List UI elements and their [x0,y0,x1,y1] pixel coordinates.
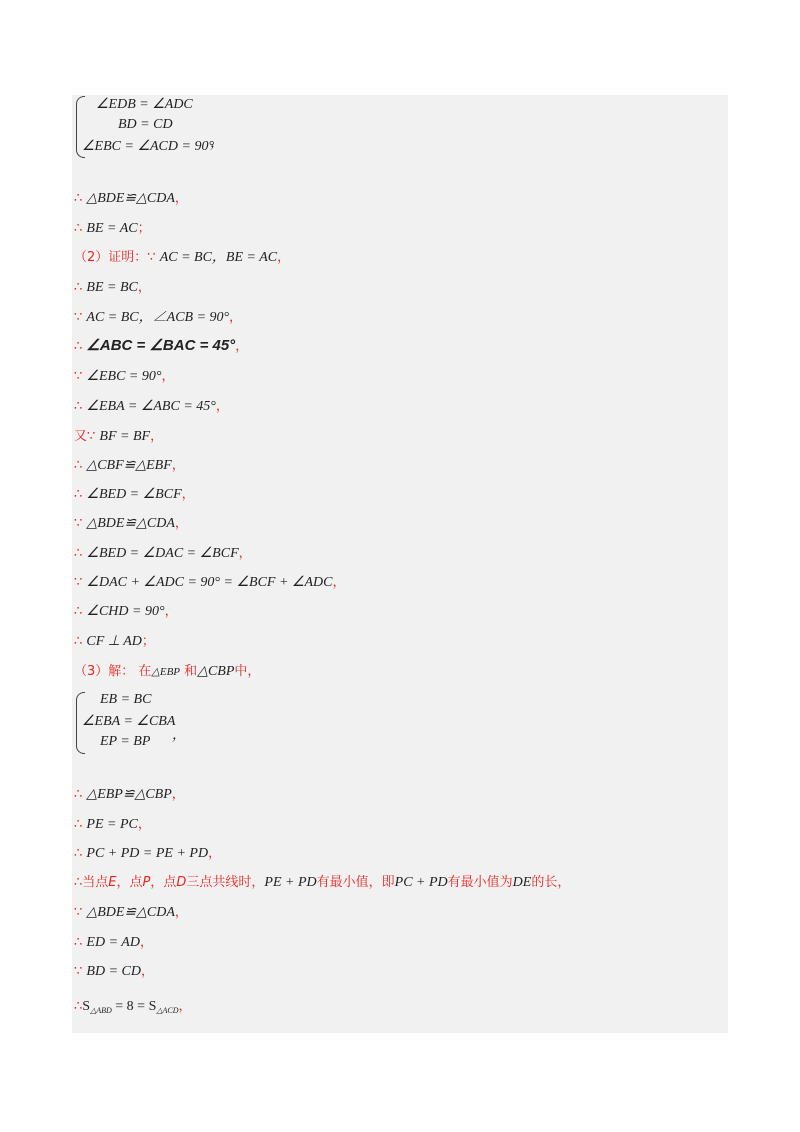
proof-line: ∴ ∠BED = ∠BCF， [74,486,195,502]
proof-line: ∵ △BDE≌△CDA， [74,904,188,920]
proof-line: ∴ PC + PD = PE + PD， [74,845,222,861]
proof-line: ∵ BD = CD， [74,963,154,979]
proof-line: ∴ ∠CHD = 90°， [74,603,178,619]
proof-line: ∴ PE = PC， [74,816,151,832]
equation-system-1 [72,96,272,160]
proof-line: （2）证明：∵ AC = BC，BE = AC， [74,249,291,265]
proof-line: ∴ BE = AC； [74,220,151,236]
proof-line: ∴ BE = BC， [74,279,151,295]
equation-system-2 [72,692,272,756]
proof-line: 又∵ BF = BF， [74,428,164,444]
system-row: BD = CD [118,117,173,132]
system-row: EP = BP [100,734,151,749]
proof-line: ∵ △BDE≌△CDA， [74,515,188,531]
proof-line: ∴ △BDE≌△CDA， [74,190,188,206]
proof-line: ∴ CF ⊥ AD； [74,633,155,649]
proof-line: ∵ ∠DAC + ∠ADC = 90° = ∠BCF + ∠ADC， [74,574,346,590]
system-row: ∠EBC = ∠ACD = 90° [82,139,215,154]
punctuation: ， [172,728,186,743]
system-row: ∠EDB = ∠ADC [96,97,193,112]
proof-line: ∴ ED = AD， [74,934,153,950]
proof-line: ∴ △CBF≌△EBF， [74,457,185,473]
system-row: ∠EBA = ∠CBA [82,714,176,729]
system-row: EB = BC [100,692,152,707]
proof-line: ∴当点E，点P，点D三点共线时，PE + PD有最小值，即PC + PD有最小值为DE的长， [74,875,571,890]
proof-line: （3）解： 在△EBP 和△CBP中， [74,664,261,679]
proof-line: ∵ AC = BC，∠ACB = 90°， [74,309,243,325]
punctuation: ， [210,136,224,151]
proof-line: $\therefore S_{\triangle ABD} = 8 = S_{\triangle ACD}$， [74,998,192,1015]
proof-line: ∵ ∠EBC = 90°， [74,368,175,384]
proof-line: ∴ ∠ABC = ∠BAC = 45°， [74,337,249,354]
proof-line: ∴ ∠EBA = ∠ABC = 45°， [74,398,229,414]
proof-line: ∴ ∠BED = ∠DAC = ∠BCF， [74,545,252,561]
proof-line: ∴ △EBP≌△CBP， [74,786,185,802]
